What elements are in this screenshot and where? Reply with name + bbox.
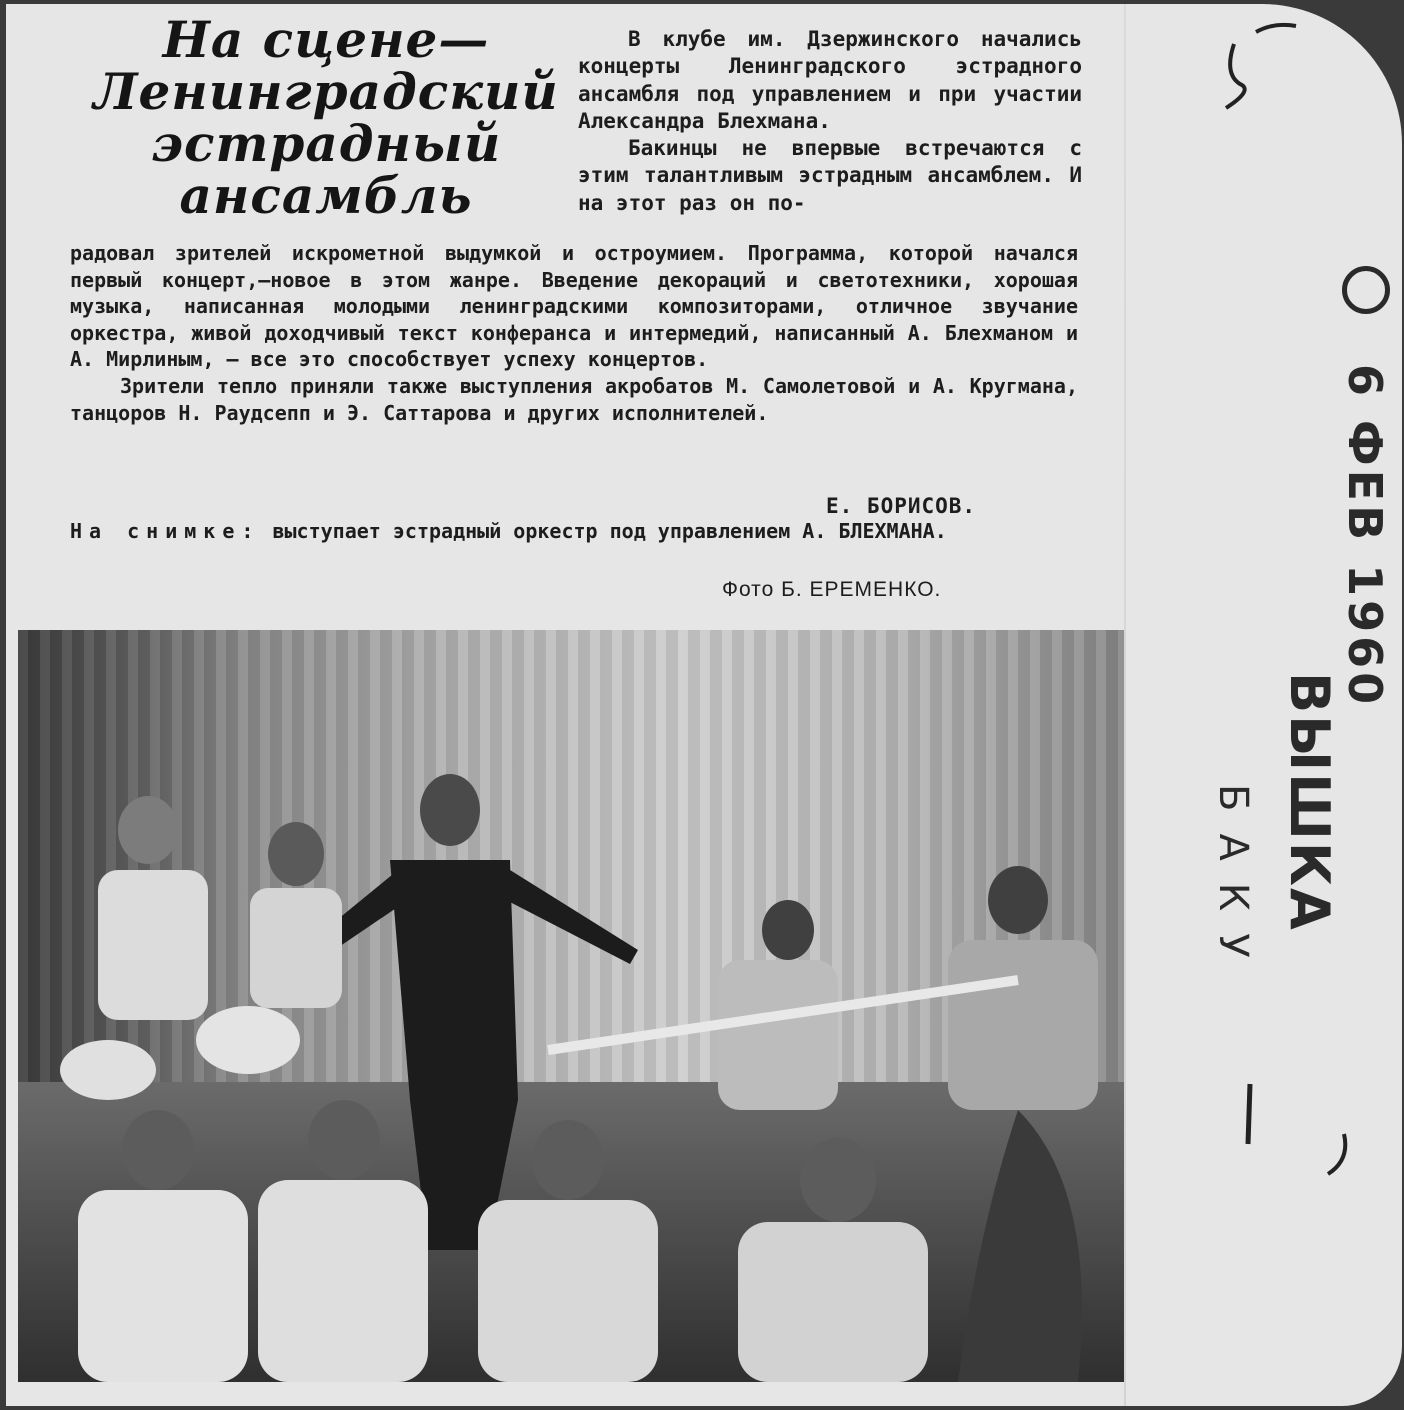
photo-caption	[70, 518, 1078, 545]
clipping-edge	[1124, 4, 1126, 1406]
musician-head	[268, 822, 324, 886]
musician-jacket	[98, 870, 208, 1020]
lead-paragraph: Бакинцы не впервые встречаются с этим талантливым эстрадным ансамблем. И на этот раз он по-	[578, 136, 1082, 215]
body-paragraph: Зрители тепло приняли также выступления акробатов М. Самолетовой и А. Кругмана, танцоров Н. Раудсепп и Э. Саттарова и других исполнителей.	[70, 373, 1078, 425]
body-paragraph: радовал зрителей искрометной выдумкой и остроумием. Программа, которой начался первый концерт,—новое в этом жанре. Введение декораций и светотехники, хорошая музыка, написанная молодыми ленинградскими композиторами, отличное звучание оркестра, живой доходчивый текст конферанса и интермедий, написанный А. Блехманом и А. Мирлиным, — все это способствует успеху концертов.	[70, 241, 1078, 372]
musician-jacket	[250, 888, 342, 1008]
musician-jacket	[478, 1200, 658, 1382]
drum-icon	[196, 1006, 300, 1074]
musician-head	[532, 1120, 604, 1200]
handwritten-mark-icon	[1232, 1074, 1362, 1184]
conductor-arm	[506, 870, 638, 964]
lead-paragraph: В клубе им. Дзержинского начались концерты Ленинградского эстрадного ансамбля под управлением и при участии Александра Блехмана.	[578, 27, 1082, 133]
orchestra-photo	[18, 630, 1124, 1382]
article-body	[70, 240, 1078, 426]
musician-head	[118, 796, 178, 864]
musician-head	[308, 1100, 380, 1180]
musician-head	[762, 900, 814, 960]
musician-jacket	[738, 1222, 928, 1382]
handwritten-mark-icon	[1196, 4, 1306, 124]
drum-icon	[60, 1040, 156, 1100]
orchestra-figures	[18, 630, 1124, 1382]
stamp-date: 6 ФЕВ 1960	[1338, 364, 1392, 709]
conductor-head	[420, 774, 480, 846]
musician-head	[122, 1110, 194, 1190]
emblem-icon	[1342, 266, 1390, 314]
photo-credit: Фото Б. ЕРЕМЕНКО.	[722, 578, 942, 601]
stamp-newspaper: ВЫШКА	[1278, 672, 1341, 932]
caption-text: выступает эстрадный оркестр под управлением А. БЛЕХМАНА.	[272, 519, 947, 543]
stamp-city: БАКУ	[1210, 784, 1256, 980]
caption-lead: На снимке:	[70, 519, 261, 543]
musician-head	[800, 1138, 876, 1222]
musician-jacket	[78, 1190, 248, 1382]
article-author: Е. БОРИСОВ.	[826, 494, 977, 518]
article-lead	[578, 26, 1082, 217]
headline-line: ансамбль	[179, 166, 473, 225]
musician-silhouette	[958, 1110, 1082, 1382]
headline-line: эстрадный	[150, 114, 502, 173]
article-headline	[66, 10, 586, 225]
headline-line: На сцене—	[162, 10, 490, 69]
musician-jacket	[258, 1180, 428, 1382]
newspaper-clipping	[6, 4, 1402, 1406]
musician-jacket	[718, 960, 838, 1110]
musician-jacket	[948, 940, 1098, 1110]
headline-line: Ленинградский	[93, 62, 559, 121]
musician-head	[988, 866, 1048, 934]
